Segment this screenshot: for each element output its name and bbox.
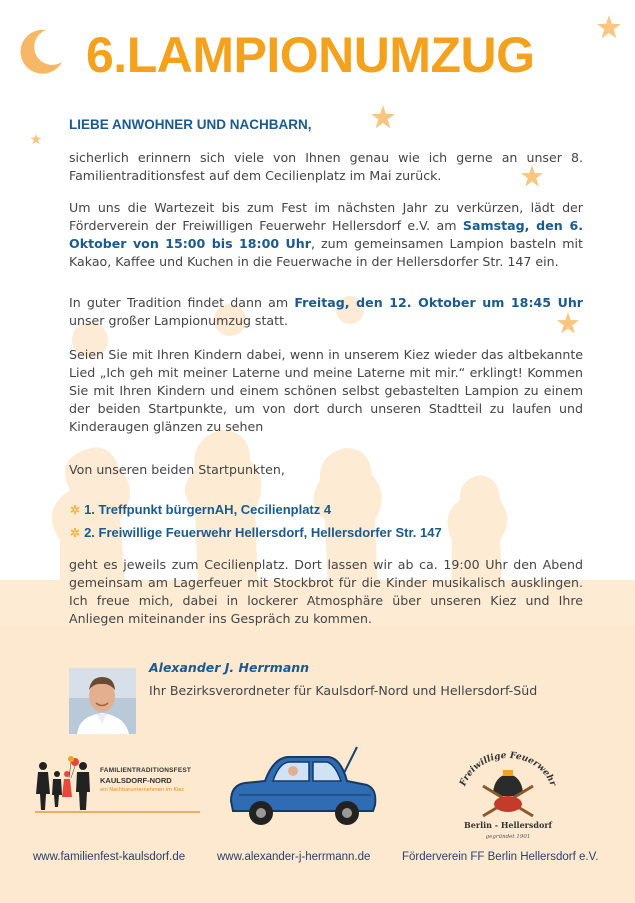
- parade-date: Freitag, den 12. Oktober um 18:45 Uhr: [294, 295, 583, 310]
- startpoint-label: 1. Treffpunkt bürgernAH, Cecilienplatz 4: [84, 502, 332, 517]
- greeting-heading: LIEBE ANWOHNER UND NACHBARN,: [69, 117, 312, 132]
- paragraph-crafting-text-a: Um uns die Wartezeit bis zum Fest im nächsten Jahr zu verkürzen, lädt der Förderverein der Freiwilligen Feuerwehr Hellersdorf e.V. am: [69, 200, 583, 233]
- footer-link-foerderverein[interactable]: Förderverein FF Berlin Hellersdorf e.V.: [402, 851, 599, 863]
- seal-founded-text: gegründet 1901: [485, 834, 531, 840]
- list-item-startpoint-2: [70, 525, 442, 540]
- paragraph-crafting: [69, 199, 583, 271]
- paragraph-startpoints-intro: Von unseren beiden Startpunkten,: [69, 462, 285, 477]
- footer-link-herrmann[interactable]: www.alexander-j-herrmann.de: [217, 851, 371, 863]
- fire-department-seal: [453, 746, 563, 846]
- paragraph-parade-text-b: unser großer Lampionumzug statt.: [69, 313, 289, 328]
- paragraph-parade: [69, 294, 583, 330]
- fest-logo-line1: FAMILIENTRADITIONSFEST: [100, 767, 192, 774]
- author-photo: [69, 668, 136, 734]
- list-item-startpoint-1: [70, 502, 331, 517]
- paragraph-crafting-text-b: , zum gemeinsamen Lampion basteln mit Kakao, Kaffee und Kuchen in die Feuerwache in der Hellersdorfer Str. 147 ein.: [69, 236, 583, 269]
- paragraph-intro: sicherlich erinnern sich viele von Ihnen genau wie ich gerne an unser 8. Familientraditionsfest auf dem Cecilienplatz im Mai zurück.: [69, 150, 583, 183]
- moon-icon: [16, 26, 66, 76]
- startpoint-label: 2. Freiwillige Feuerwehr Hellersdorf, Hellersdorfer Str. 147: [84, 525, 442, 540]
- footer-link-familienfest[interactable]: www.familienfest-kaulsdorf.de: [33, 851, 186, 863]
- paragraph-parade-text-a: In guter Tradition findet dann am: [69, 295, 295, 310]
- seal-bottom-text: Berlin - Hellersdorf: [464, 820, 552, 830]
- page-title: 6.LAMPIONUMZUG: [86, 27, 535, 83]
- bullet-star-icon: ✲: [70, 525, 81, 540]
- star-icon: [596, 14, 622, 40]
- paragraph-closing: geht es jeweils zum Cecilienplatz. Dort lassen wir ab ca. 19:00 Uhr den Abend gemeinsam am Lagerfeuer mit Stockbrot für die Kinder musikalisch ausklingen. Ich freue mich, dabei in lockerer Atmosphäre über unseren Kiez und Ihre Anliegen miteinander ins Gespräch zu kommen.: [69, 557, 583, 626]
- bullet-star-icon: ✲: [70, 502, 81, 517]
- trabant-car-illustration: [225, 745, 380, 830]
- seal-top-text: Freiwillige Feuerwehr: [458, 750, 558, 788]
- paragraph-invitation: Seien Sie mit Ihren Kindern dabei, wenn in unserem Kiez wieder das altbekannte Lied „Ich geh mit meiner Laterne und meine Laterne mit mir.“ erklingt! Kommen Sie mit Ihren Kindern und einem schönen selbst gebastelten Lampion zu einem der beiden Startpunkte, um von dort durch unseren Stadtteil zu laufen und Kinderaugen glänzen zu sehen: [69, 347, 583, 434]
- star-icon: [30, 133, 42, 145]
- star-icon: [370, 104, 396, 130]
- crafting-date: Samstag, den 6. Oktober von 15:00 bis 18:00 Uhr: [69, 218, 584, 251]
- fest-logo-line2: KAULSDORF-NORD: [100, 776, 172, 785]
- author-role: Ihr Bezirksverordneter für Kaulsdorf-Nord und Hellersdorf-Süd: [149, 683, 538, 698]
- fest-logo-line3: ein Nachbarunternehmen im Kiez: [100, 787, 184, 793]
- author-name: Alexander J. Herrmann: [149, 660, 310, 675]
